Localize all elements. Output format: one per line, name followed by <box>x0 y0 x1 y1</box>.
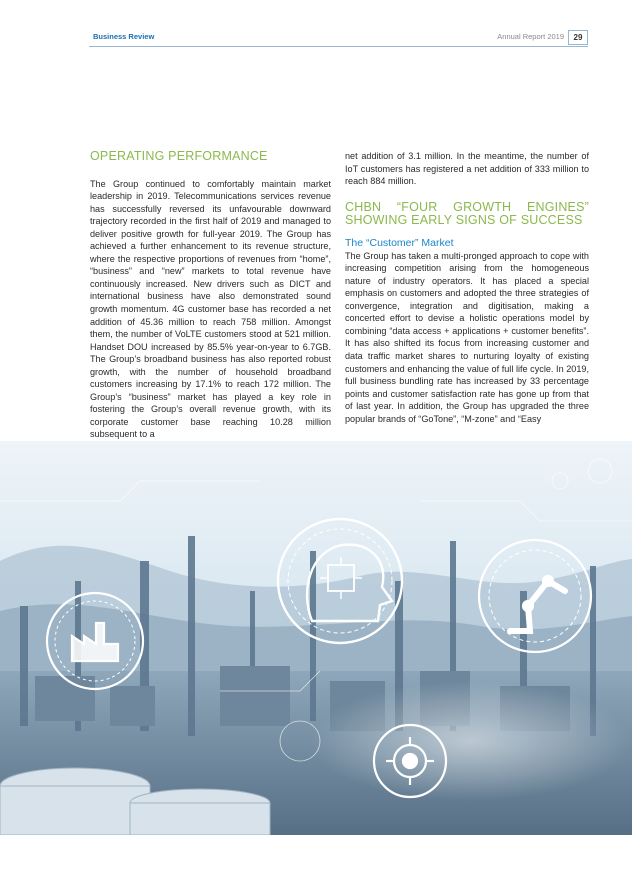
operating-performance-heading: OPERATING PERFORMANCE <box>90 149 268 163</box>
continued-paragraph: net addition of 3.1 million. In the meantime, the number of IoT customers has registered a net addition of 333 million to reach 884 million. <box>345 151 589 187</box>
header-rule <box>89 46 588 47</box>
operating-performance-paragraph: The Group continued to comfortably maintain market leadership in 2019. Telecommunications services revenue has successfully reversed its unfavourable downward trajectory recorded in the first half of 2019 and managed to deliver positive growth for full-year 2019. The Group has achieved a further enhancement to its revenue structure, where the respective proportions of revenues from “home”, “business” and “new” markets to total revenue have continuously increased. New drivers such as DICT and international business have also demonstrated sound growth momentum. 4G customer base has recorded a net addition of 45.36 million to reach 758 million. Amongst them, the number of VoLTE customers stood at 521 million. Handset DOU increased by 85.5% year-on-year to 6.7GB. The Group’s broadband business has also reported robust growth, with the number of household broadband customers increasing by 17.1% to reach 172 million. The Group’s “business” market has played a key role in fostering the Group’s overall revenue growth, with its corporate customer base reaching 10.28 million subsequent to a <box>90 178 331 440</box>
page-number: 29 <box>568 30 588 45</box>
section-label: Business Review <box>93 32 155 41</box>
industrial-hero-image <box>0 441 632 835</box>
customer-market-subheading: The “Customer” Market <box>345 236 454 249</box>
right-column <box>345 150 589 425</box>
customer-market-paragraph: The Group has taken a multi-pronged approach to cope with increasing competition arising from the homogeneous nature of industry operators. It has placed a special emphasis on customers and adopted the three strategies of convergence, integration and digitisation, making a concerted effort to devise a holistic operations model by combining “data access + applications + customer benefits”. It has also shifted its focus from increasing customer and data traffic market shares to nurturing loyalty of existing customers and enhancing the value of full life cycle. In 2019, full business bundling rate has increased by 33 percentage points and customer satisfaction rate has gone up from that of last year. In addition, the Group has upgraded the three popular brands of “GoTone”, “M-zone” and “Easy <box>345 250 589 424</box>
report-title: Annual Report 2019 <box>497 32 564 41</box>
left-column <box>90 150 331 441</box>
growth-engines-heading: CHBN “FOUR GROWTH ENGINES” SHOWING EARLY SIGNS OF SUCCESS <box>345 199 589 228</box>
page-header <box>89 30 588 47</box>
